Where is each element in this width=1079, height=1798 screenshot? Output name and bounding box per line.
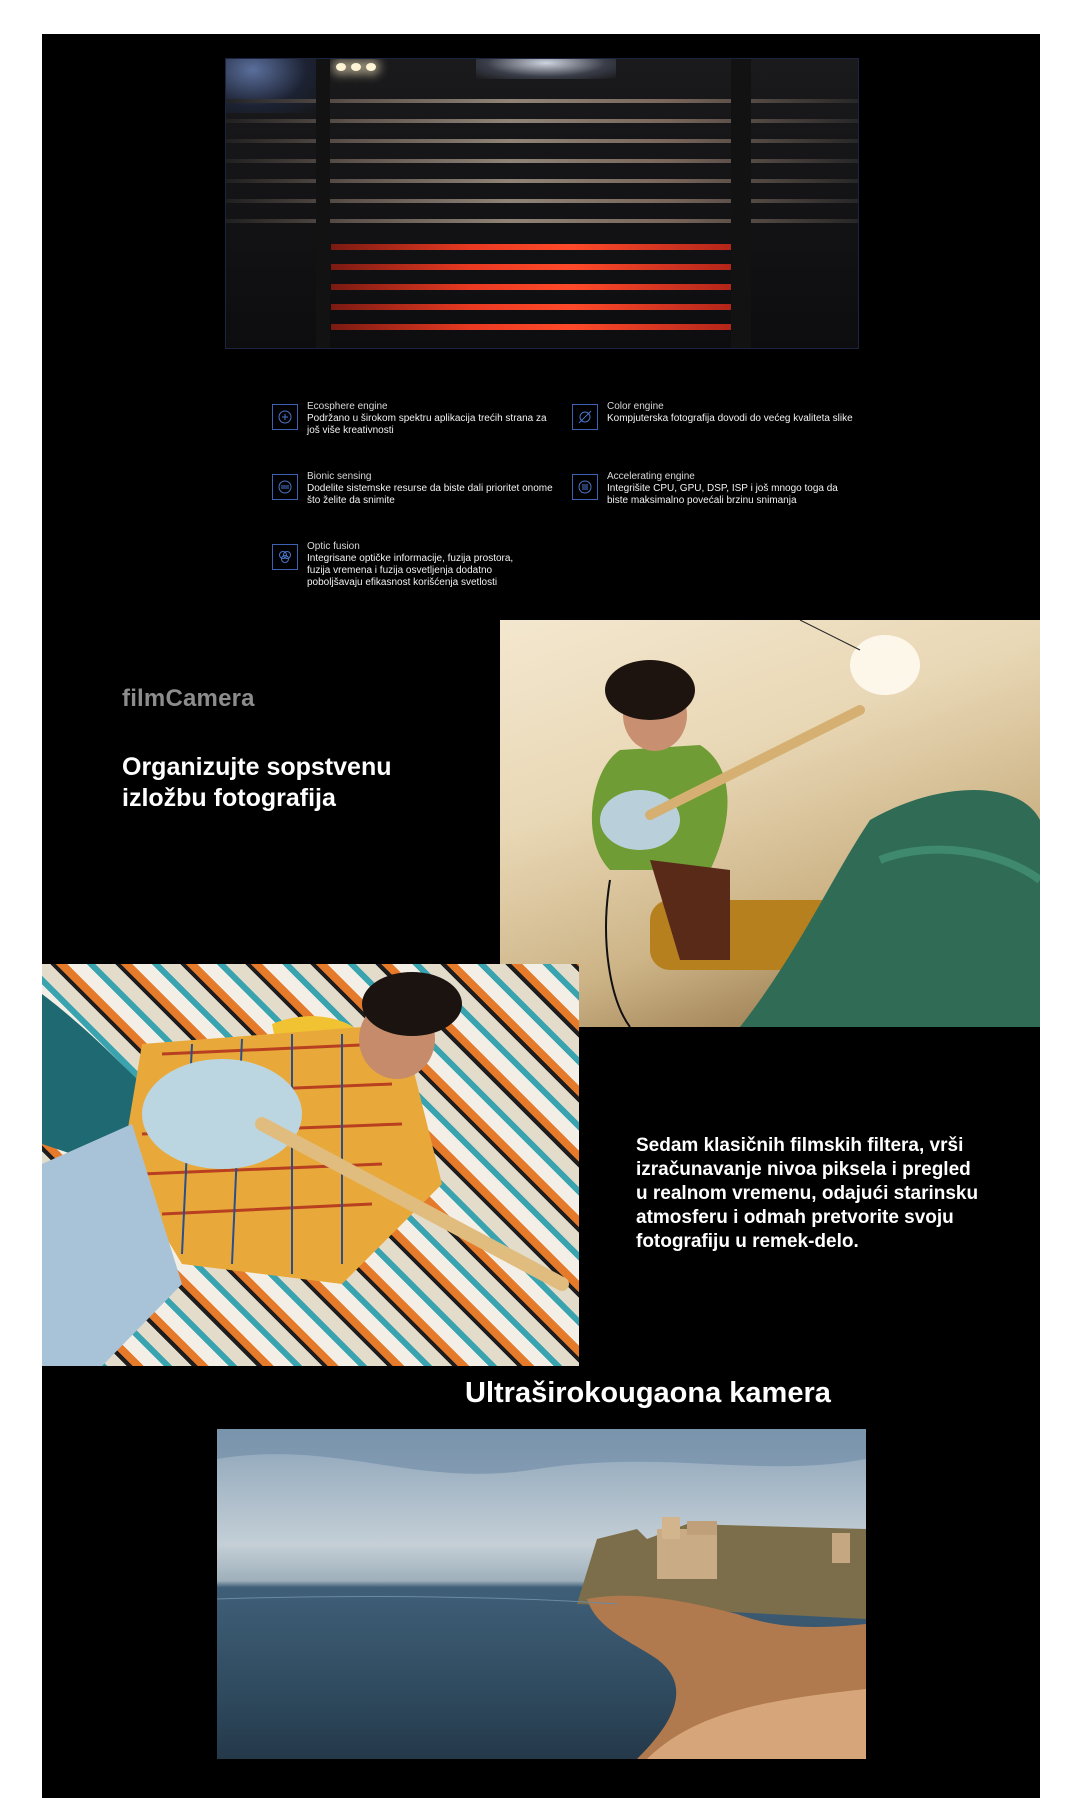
- feature-description: Integrisane optičke informacije, fuzija prostora, fuzija vremena i fuzija osvetljenja dodatno poboljšavaju efikasnost korišćenja svetlosti: [307, 553, 514, 588]
- feature-title: Optic fusion: [307, 541, 360, 552]
- hero-night-photo: [225, 58, 859, 349]
- ultrawide-heading: Ultraširokougaona kamera: [465, 1377, 831, 1409]
- feature-description: Podržano u širokom spektru aplikacija trećih strana za još više kreativnosti: [307, 413, 547, 436]
- guitarist-rug-photo: [42, 964, 579, 1366]
- feature-title: Color engine: [607, 401, 664, 412]
- sensing-icon: [272, 474, 298, 500]
- feature-title: Accelerating engine: [607, 471, 695, 482]
- feature-title: Bionic sensing: [307, 471, 372, 482]
- coastal-castle-photo: [217, 1429, 866, 1759]
- plus-circle-icon: [272, 404, 298, 430]
- film-camera-description: Sedam klasičnih filmskih filtera, vrši izračunavanje nivoa piksela i pregled u realnom vremenu, odajući starinsku atmosferu i odmah pretvorite svoju fotografiju u remek-delo.: [636, 1135, 979, 1252]
- film-camera-label: filmCamera: [122, 685, 255, 712]
- feature-description: Kompjuterska fotografija dovodi do većeg kvaliteta slike: [607, 413, 853, 424]
- page-canvas: [42, 34, 1040, 1798]
- venn-icon: [272, 544, 298, 570]
- feature-description: Dodelite sistemske resurse da biste dali prioritet onome što želite da snimite: [307, 483, 553, 506]
- feature-description: Integrišite CPU, GPU, DSP, ISP i još mnogo toga da biste maksimalno povećali brzinu snimanja: [607, 483, 838, 506]
- film-camera-heading: Organizujte sopstvenu izložbu fotografija: [122, 753, 392, 812]
- feature-title: Ecosphere engine: [307, 401, 388, 412]
- color-slash-icon: [572, 404, 598, 430]
- guitarist-sofa-photo: [500, 620, 1040, 1027]
- accelerate-icon: [572, 474, 598, 500]
